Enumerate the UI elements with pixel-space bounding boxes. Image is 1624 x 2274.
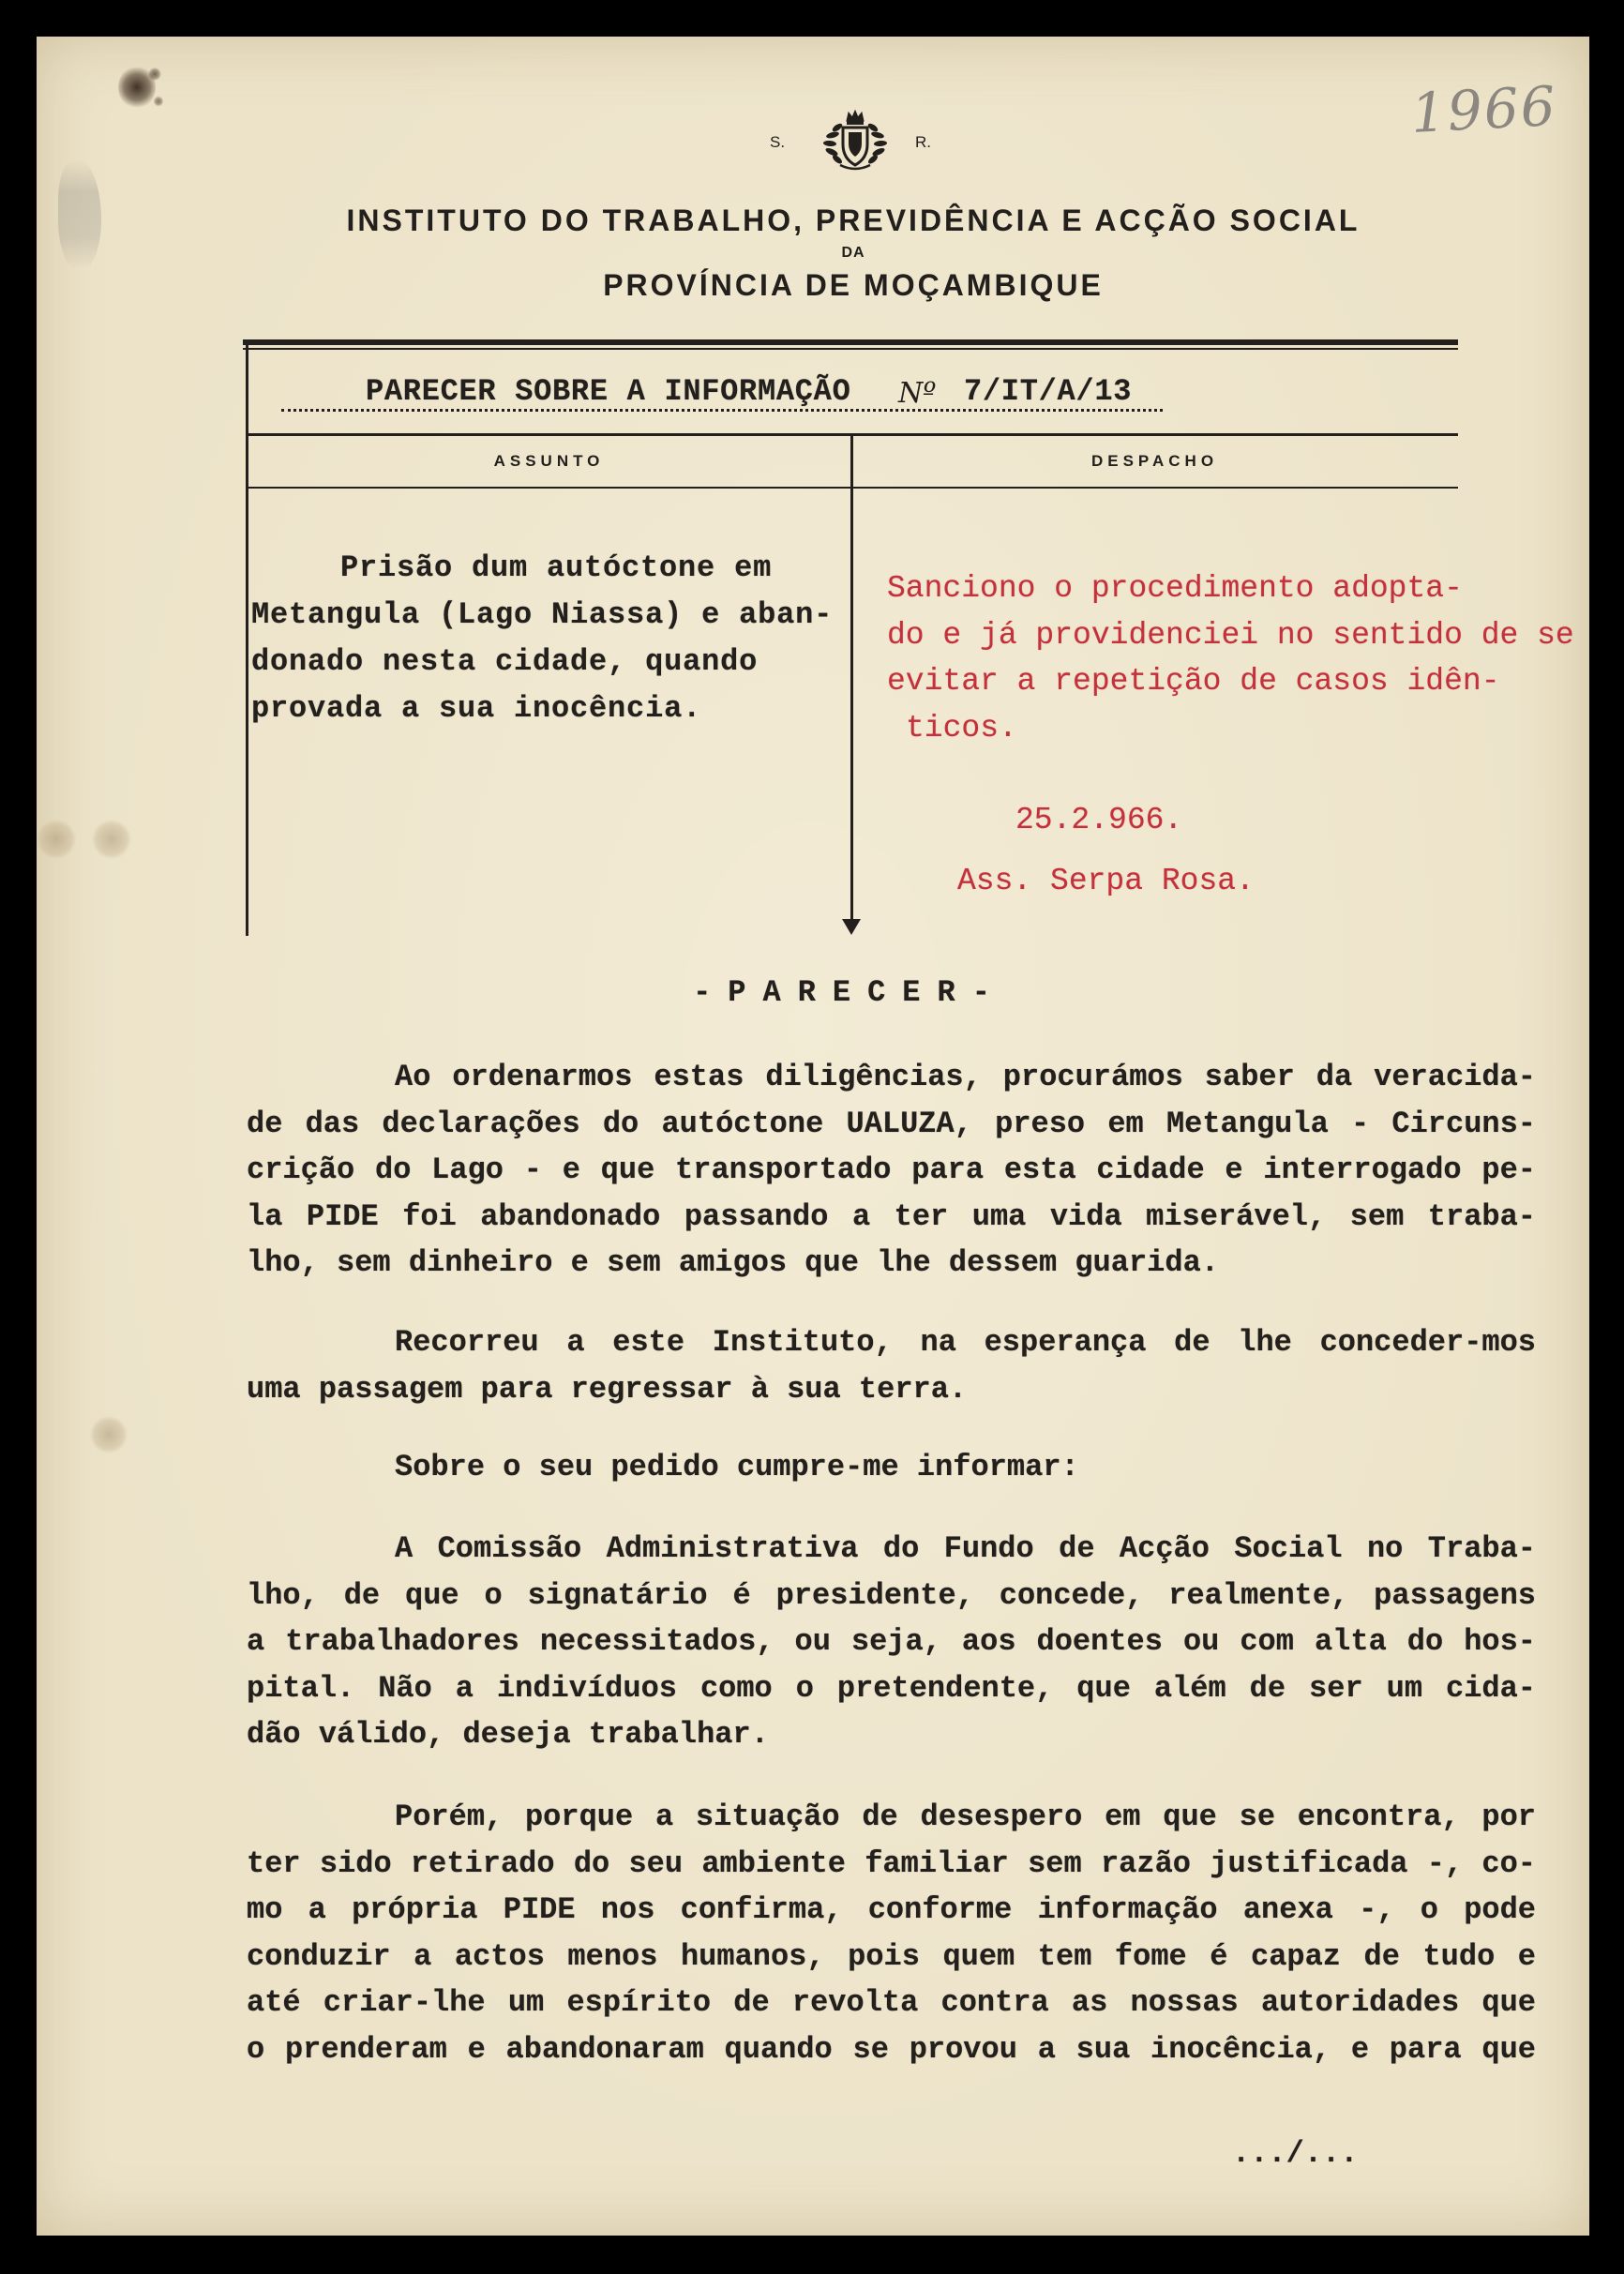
opinion-line: la PIDE foi abandonado passando a ter uma vida miserável, sem traba- — [247, 1198, 1536, 1234]
opinion-paragraph — [247, 1444, 1536, 1491]
header-double-rule-thin — [243, 348, 1458, 350]
handwritten-year-note: 1966 — [1409, 73, 1559, 145]
opinion-line: de das declarações do autóctone UALUZA, preso em Metangula - Circuns- — [247, 1106, 1536, 1141]
opinion-line: ter sido retirado do seu ambiente familiar sem razão justificada -, co- — [247, 1845, 1536, 1881]
opinion-paragraph — [247, 1319, 1536, 1412]
form-title: PARECER SOBRE A INFORMAÇÃO — [366, 374, 851, 409]
form-number-label: Nº — [898, 377, 937, 410]
opinion-line: crição do Lago - e que transportado para esta cidade e interrogado pe- — [247, 1152, 1536, 1187]
form-number-value: 7/IT/A/13 — [964, 374, 1133, 409]
opinion-line: Porém, porque a situação de desespero em que se encontra, por — [395, 1800, 1536, 1834]
subject-line: Prisão dum autóctone em — [340, 550, 773, 585]
column-header-subject: ASSUNTO — [493, 452, 605, 470]
dispatch-line: evitar a repetição de casos idên- — [887, 664, 1500, 699]
subject-line: donado nesta cidade, quando — [251, 644, 759, 679]
opinion-line: lho, sem dinheiro e sem amigos que lhe dessem guarida. — [247, 1245, 1219, 1280]
dispatch-line: do e já providenciei no sentido de se — [887, 617, 1574, 653]
dispatch-line: ticos. — [906, 710, 1017, 745]
institution-connector: DA — [841, 245, 865, 261]
opinion-line: lho, de que o signatário é presidente, concede, realmente, passagens — [247, 1577, 1536, 1613]
punch-hole — [90, 1416, 128, 1453]
opinion-paragraph — [247, 1794, 1536, 2072]
subject-line: Metangula (Lago Niassa) e aban- — [251, 597, 834, 632]
column-divider — [850, 433, 853, 921]
header-double-rule-thick — [243, 339, 1458, 345]
dispatch-signature: Ass. Serpa Rosa. — [957, 864, 1255, 898]
title-dotted-leader — [281, 409, 1163, 412]
coat-of-arms-icon — [812, 107, 898, 174]
opinion-line: Ao ordenarmos estas diligências, procurámos saber da veracida- — [395, 1060, 1536, 1094]
opinion-heading: -PARECER- — [693, 975, 1007, 1010]
form-left-border — [246, 339, 248, 936]
opinion-line: a trabalhadores necessitados, ou seja, aos doentes ou com alta do hos- — [247, 1624, 1536, 1659]
opinion-line: Recorreu a este Instituto, na esperança de lhe conceder-mos — [395, 1325, 1536, 1360]
page-continuation-marker: .../... — [1232, 2136, 1359, 2171]
column-header-dispatch: DESPACHO — [1090, 452, 1219, 470]
opinion-paragraph — [247, 1054, 1536, 1287]
opinion-line: dão válido, deseja trabalhar. — [247, 1717, 769, 1752]
ink-speck — [148, 68, 161, 81]
emblem-right-letter: R. — [915, 133, 931, 151]
opinion-line: até criar-lhe um espírito de revolta contra as nossas autoridades que — [247, 1985, 1536, 2020]
opinion-line: mo a própria PIDE nos confirma, conforme informação anexa -, o pode — [247, 1892, 1536, 1927]
province-name: PROVÍNCIA DE MOÇAMBIQUE — [603, 268, 1104, 302]
opinion-line: Sobre o seu pedido cumpre-me informar: — [395, 1450, 1079, 1484]
punch-hole — [92, 820, 131, 859]
emblem-left-letter: S. — [770, 133, 786, 151]
punch-hole — [37, 820, 76, 859]
dispatch-block — [887, 565, 1574, 751]
column-divider-arrow-icon — [842, 919, 861, 935]
institution-name: INSTITUTO DO TRABALHO, PREVIDÊNCIA E ACÇÃO SOCIAL — [346, 203, 1361, 237]
opinion-line: conduzir a actos menos humanos, pois quem tem fome é capaz de tudo e — [247, 1938, 1536, 1974]
opinion-line: o prenderam e abandonaram quando se provou a sua inocência, e para que — [247, 2031, 1536, 2067]
opinion-line: pital. Não a indivíduos como o pretendente, que além de ser um cida- — [247, 1670, 1536, 1706]
opinion-line: uma passagem para regressar à sua terra. — [247, 1371, 968, 1407]
subject-block — [251, 545, 833, 732]
opinion-paragraph — [247, 1526, 1536, 1758]
opinion-line: A Comissão Administrativa do Fundo de Acção Social no Traba- — [395, 1531, 1536, 1566]
subject-line: provada a sua inocência. — [251, 691, 702, 726]
ink-speck — [154, 96, 163, 107]
dispatch-line: Sanciono o procedimento adopta- — [887, 571, 1463, 606]
dispatch-date: 25.2.966. — [1015, 803, 1183, 837]
